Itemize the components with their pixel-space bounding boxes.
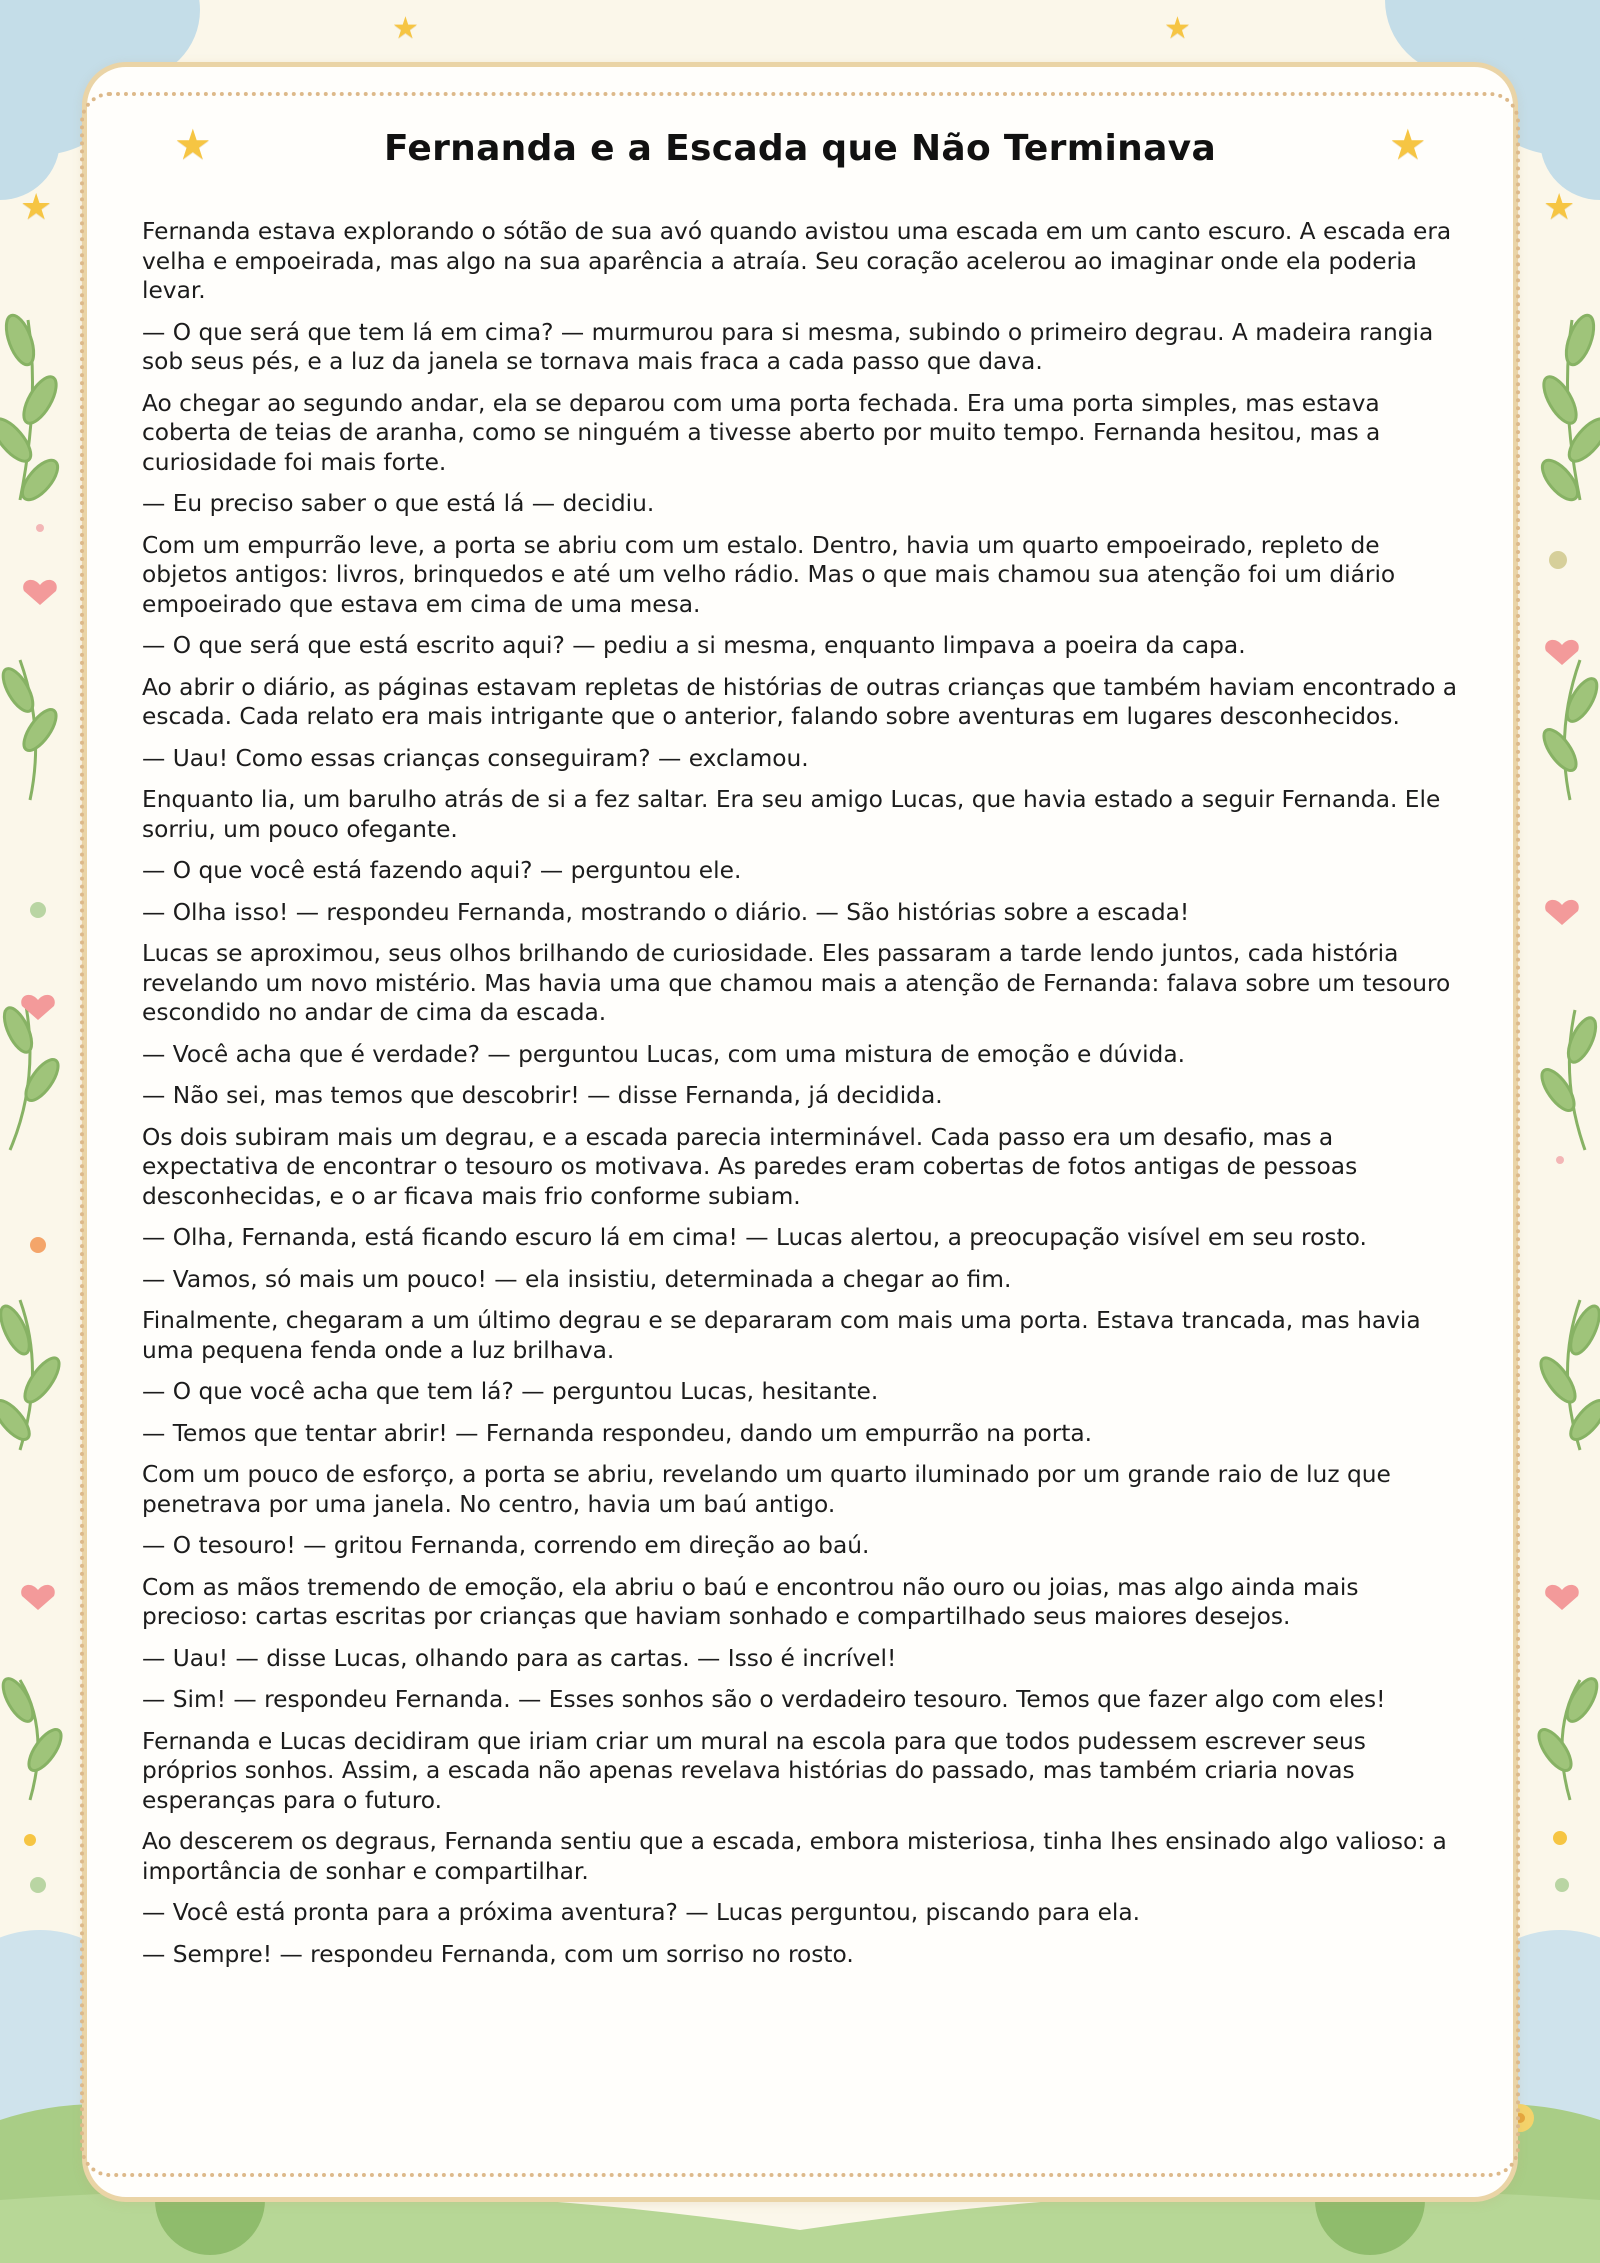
story-paragraph: Fernanda e Lucas decidiram que iriam criar um mural na escola para que todos pudessem escrever seus próprios sonhos. Assim, a escada não apenas revelava histórias do passado, mas também criaria novas esperanças para o futuro. [142,1727,1366,1814]
story-paragraph: Com um empurrão leve, a porta se abriu com um estalo. Dentro, havia um quarto empoeirado, repleto de objetos antigos: livros, brinquedos e até um velho rádio. Mas o que mais chamou sua atenção foi um diário empoeirado que estava em cima de uma mesa. [142,531,1396,618]
story-content [142,128,1458,1981]
star-icon: ★ [392,11,419,46]
star-icon: ★ [1543,187,1576,228]
story-paragraph: — Vamos, só mais um pouco! — ela insistiu, determinada a chegar ao fim. [142,1265,1012,1293]
story-paragraph: — Você está pronta para a próxima aventura? — Lucas perguntou, piscando para ela. [142,1899,1141,1926]
story-paragraph: — O que será que tem lá em cima? — murmurou para si mesma, subindo o primeiro degrau. A madeira rangia sob seus pés, e a luz da janela se tornava mais fraca a cada passo que dava. [142,318,1434,375]
leaves-right [1533,312,1600,1800]
story-paragraph: — Temos que tentar abrir! — Fernanda respondeu, dando um empurrão na porta. [142,1419,1093,1447]
leaves-left [0,312,67,1800]
story-paragraph: — Sim! — respondeu Fernanda. — Esses sonhos são o verdadeiro tesouro. Temos que fazer algo com eles! [142,1686,1386,1713]
story-paragraph: — Olha, Fernanda, está ficando escuro lá em cima! — Lucas alertou, a preocupação visível em seu rosto. [142,1224,1367,1251]
story-paragraph: — O que será que está escrito aqui? — pediu a si mesma, enquanto limpava a poeira da capa. [142,632,1246,659]
story-paragraph: Fernanda estava explorando o sótão de sua avó quando avistou uma escada em um canto escuro. A escada era velha e empoeirada, mas algo na sua aparência a atraía. Seu coração acelerou ao imaginar onde ela poderia levar. [142,218,1452,304]
story-paragraph: Enquanto lia, um barulho atrás de si a fez saltar. Era seu amigo Lucas, que havia estado a seguir Fernanda. Ele sorriu, um pouco ofegante. [142,786,1441,843]
story-title: Fernanda e a Escada que Não Terminava [383,128,1217,169]
story-paragraph: — Uau! — disse Lucas, olhando para as cartas. — Isso é incrível! [142,1644,897,1672]
story-paragraph: — Sempre! — respondeu Fernanda, com um sorriso no rosto. [142,1940,854,1968]
story-paragraph: Ao abrir o diário, as páginas estavam repletas de histórias de outras crianças que também haviam encontrado a escada. Cada relato era mais intrigante que o anterior, falando sobre aventuras em lugares desconhecidos. [142,673,1458,730]
story-paragraph: — Não sei, mas temos que descobrir! — disse Fernanda, já decidida. [142,1082,943,1109]
story-paragraph: — O que você está fazendo aqui? — perguntou ele. [142,857,742,884]
story-paragraph: Ao chegar ao segundo andar, ela se deparou com uma porta fechada. Era uma porta simples, mas estava coberta de teias de aranha, como se ninguém a tivesse aberto por muito tempo. Fernanda hesitou, mas a curiosidade foi mais forte. [142,389,1381,476]
story-paragraph: — Você acha que é verdade? — perguntou Lucas, com uma mistura de emoção e dúvida. [142,1040,1186,1068]
story-paragraph: — Eu preciso saber o que está lá — decidiu. [142,490,655,517]
story-paragraph: Os dois subiram mais um degrau, e a escada parecia interminável. Cada passo era um desafio, mas a expectativa de encontrar o tesouro os motivava. As paredes eram cobertas de fotos antigas de pessoas desconhecidas, e o ar ficava mais frio conforme subiam. [142,1123,1358,1210]
story-paragraph: Lucas se aproximou, seus olhos brilhando de curiosidade. Eles passaram a tarde lendo juntos, cada história revelando um novo mistério. Mas havia uma que chamou mais a atenção de Fernanda: falava sobre um tesouro escondido no andar de cima da escada. [142,940,1451,1026]
star-icon: ★ [174,120,212,169]
story-paragraph: Com as mãos tremendo de emoção, ela abriu o baú e encontrou não ouro ou joias, mas algo ainda mais precioso: cartas escritas por crianças que haviam sonhado e compartilhado seus maiores desejos. [142,1573,1359,1630]
star-icon: ★ [20,187,53,228]
story-paragraph: — Olha isso! — respondeu Fernanda, mostrando o diário. — São histórias sobre a escada! [142,898,1190,926]
story-body [142,217,1458,1969]
story-paragraph: — O que você acha que tem lá? — perguntou Lucas, hesitante. [142,1378,879,1405]
story-paragraph: — O tesouro! — gritou Fernanda, correndo em direção ao baú. [142,1532,870,1559]
story-paragraph: Finalmente, chegaram a um último degrau e se depararam com mais uma porta. Estava trancada, mas havia uma pequena fenda onde a luz brilhava. [142,1307,1421,1364]
star-icon: ★ [1164,11,1191,46]
story-paragraph: — Uau! Como essas crianças conseguiram? — exclamou. [142,744,809,772]
story-paragraph: Com um pouco de esforço, a porta se abriu, revelando um quarto iluminado por um grande raio de luz que penetrava por uma janela. No centro, havia um baú antigo. [142,1461,1391,1518]
star-icon: ★ [1389,120,1427,169]
story-paragraph: Ao descerem os degraus, Fernanda sentiu que a escada, embora misteriosa, tinha lhes ensinado algo valioso: a importância de sonhar e compartilhar. [142,1828,1447,1885]
